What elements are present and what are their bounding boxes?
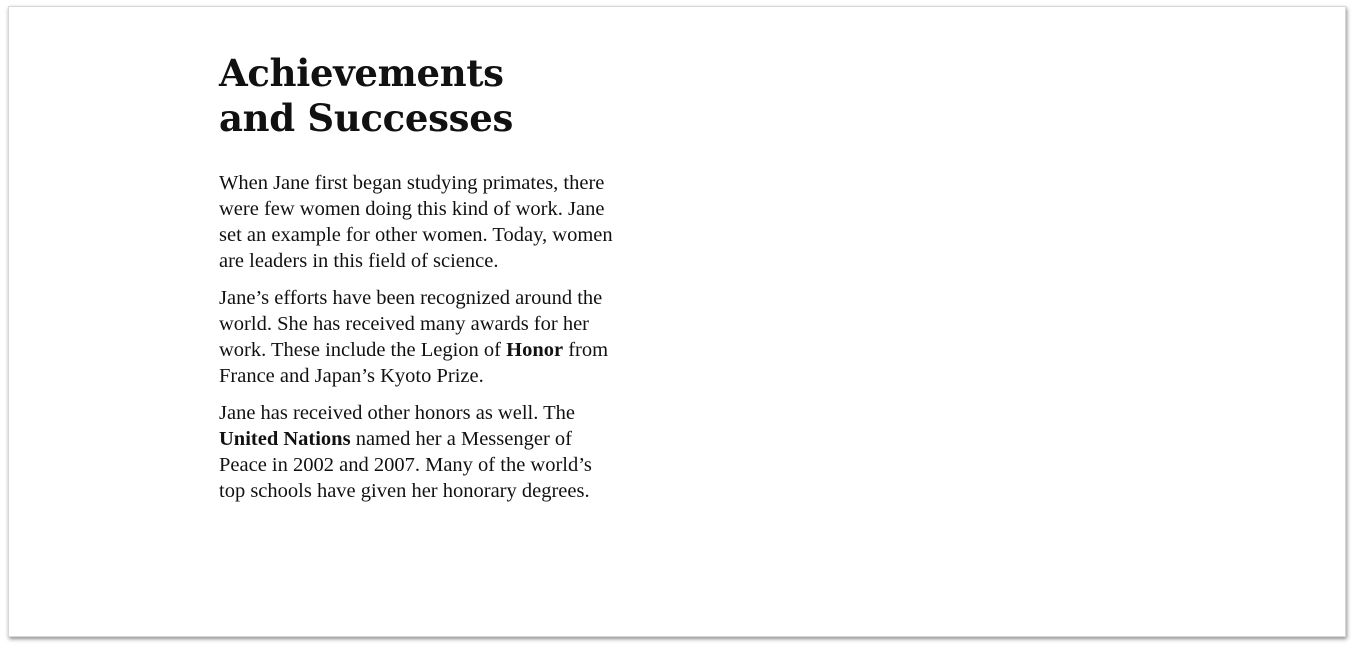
glossary-term-honor: Honor — [506, 339, 564, 361]
paragraph-1 — [219, 170, 639, 274]
paragraph-line: were few women doing this kind of work. Jane — [219, 198, 605, 220]
text-block — [219, 51, 639, 504]
paragraph-2 — [219, 285, 639, 389]
paragraph-line: Jane’s efforts have been recognized around the — [219, 287, 603, 309]
paragraph-line: set an example for other women. Today, women — [219, 224, 613, 246]
glossary-term-united-nations: United Nations — [219, 428, 351, 450]
text-run: from — [563, 339, 609, 361]
paragraph-line: are leaders in this field of science. — [219, 250, 499, 272]
page-title — [219, 51, 639, 141]
paragraph-line: world. She has received many awards for her — [219, 313, 590, 335]
paragraph-3 — [219, 400, 639, 504]
text-run: work. These include the Legion of — [219, 339, 507, 361]
paragraph-line: Peace in 2002 and 2007. Many of the world’s — [219, 454, 592, 476]
paragraph-line: Jane has received other honors as well. The — [219, 402, 575, 424]
title-line-1: Achievements — [219, 51, 504, 95]
paragraph-line: When Jane first began studying primates, there — [219, 172, 605, 194]
paragraph-line: top schools have given her honorary degrees. — [219, 480, 590, 502]
paragraph-line: France and Japan’s Kyoto Prize. — [219, 365, 484, 387]
title-line-2: and Successes — [219, 96, 513, 140]
book-page — [8, 6, 1346, 637]
paragraph-line — [219, 426, 639, 452]
text-run: named her a Messenger of — [350, 428, 572, 450]
paragraph-line — [219, 337, 639, 363]
